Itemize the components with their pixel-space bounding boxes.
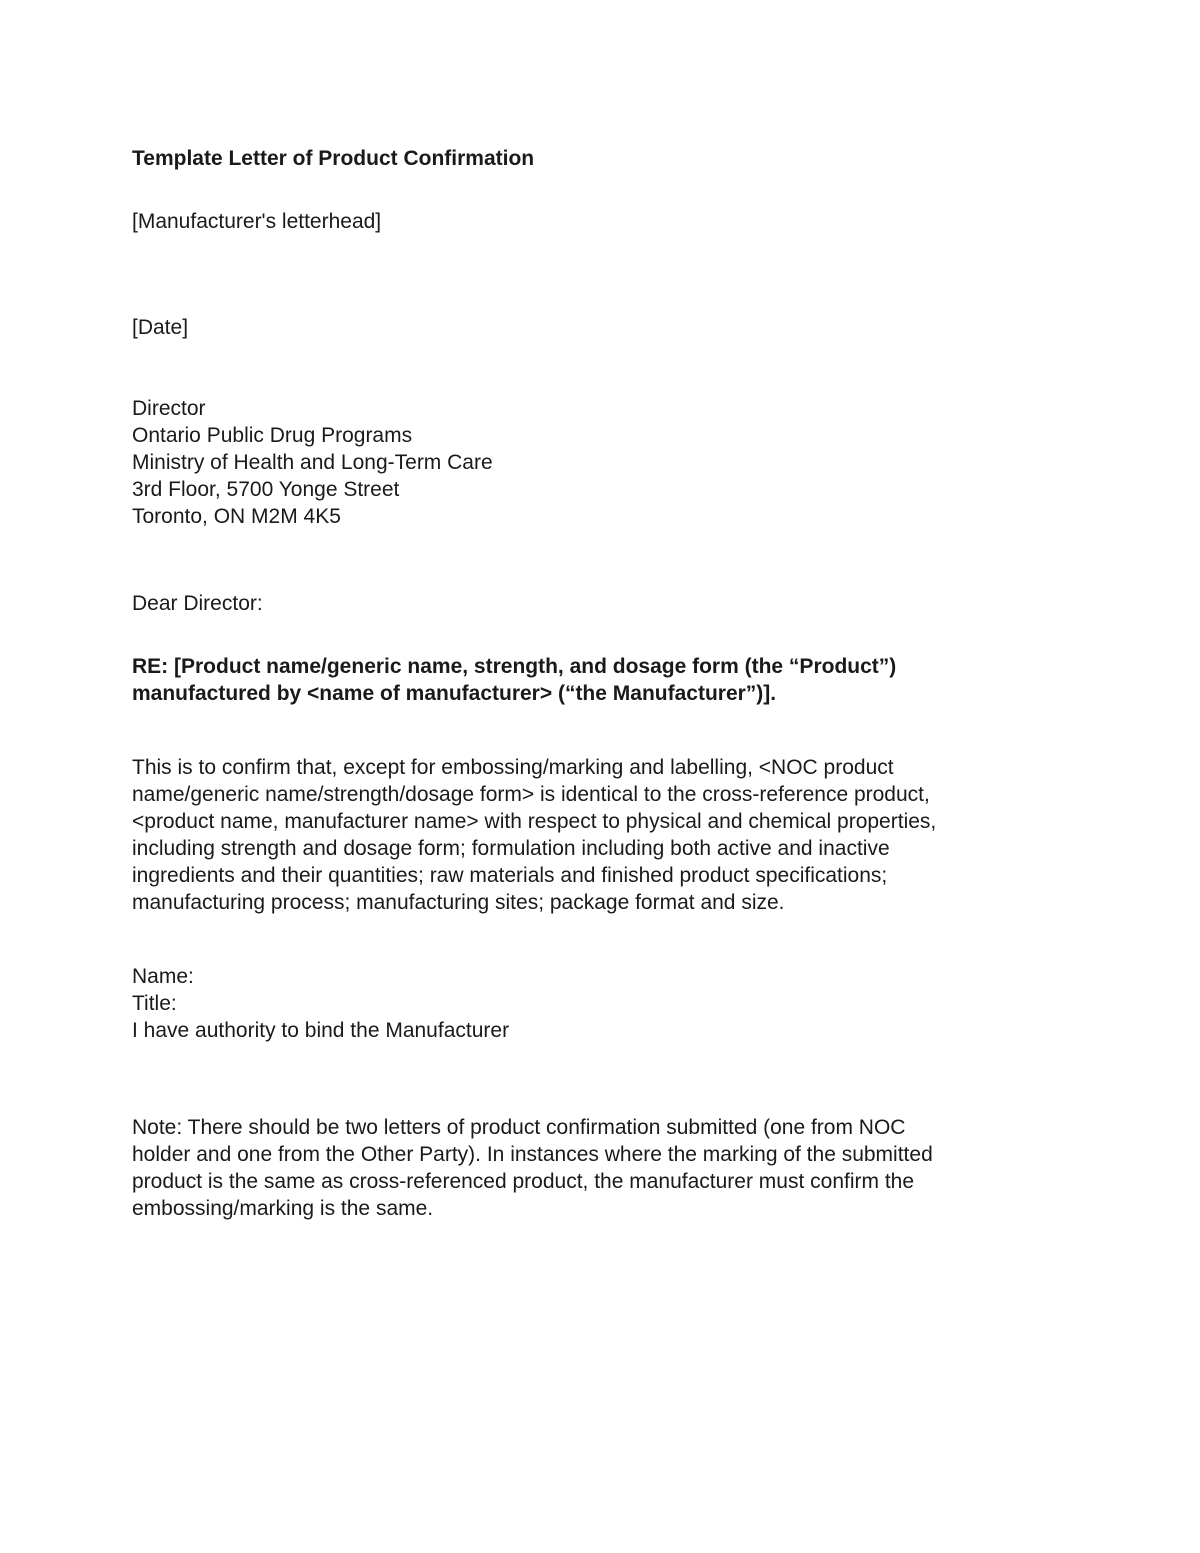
address-line: Toronto, ON M2M 4K5 xyxy=(132,505,341,528)
body-line: manufacturing process; manufacturing sites; package format and size. xyxy=(132,891,785,914)
address-line: 3rd Floor, 5700 Yonge Street xyxy=(132,478,400,501)
signature-block xyxy=(132,963,1052,1044)
document-title: Template Letter of Product Confirmation xyxy=(132,147,535,170)
body-line: This is to confirm that, except for embossing/marking and labelling, <NOC product xyxy=(132,756,894,779)
address-line: Ministry of Health and Long-Term Care xyxy=(132,451,493,474)
body-line: ingredients and their quantities; raw materials and finished product specifications; xyxy=(132,864,888,887)
note-line: embossing/marking is the same. xyxy=(132,1197,434,1220)
re-subject xyxy=(132,653,1052,707)
letterhead-placeholder: [Manufacturer's letterhead] xyxy=(132,210,382,233)
address-line: Ontario Public Drug Programs xyxy=(132,424,413,447)
body-line: name/generic name/strength/dosage form> is identical to the cross-reference product, xyxy=(132,783,930,806)
note-line: product is the same as cross-referenced product, the manufacturer must confirm the xyxy=(132,1170,915,1193)
address-line: Director xyxy=(132,397,206,420)
body-paragraph xyxy=(132,754,1052,916)
signature-line: Title: xyxy=(132,992,177,1015)
salutation: Dear Director: xyxy=(132,592,263,615)
note-line: holder and one from the Other Party). In instances where the marking of the submitted xyxy=(132,1143,933,1166)
re-line: RE: [Product name/generic name, strength, and dosage form (the “Product”) xyxy=(132,655,897,678)
note-line: Note: There should be two letters of product confirmation submitted (one from NOC xyxy=(132,1116,906,1139)
re-line: manufactured by <name of manufacturer> (“the Manufacturer”)]. xyxy=(132,682,777,705)
recipient-address xyxy=(132,395,1052,530)
body-line: including strength and dosage form; formulation including both active and inactive xyxy=(132,837,890,860)
body-line: <product name, manufacturer name> with respect to physical and chemical properties, xyxy=(132,810,937,833)
note-paragraph xyxy=(132,1114,1052,1222)
signature-line: Name: xyxy=(132,965,194,988)
date-placeholder: [Date] xyxy=(132,316,189,339)
signature-line: I have authority to bind the Manufacturer xyxy=(132,1019,510,1042)
